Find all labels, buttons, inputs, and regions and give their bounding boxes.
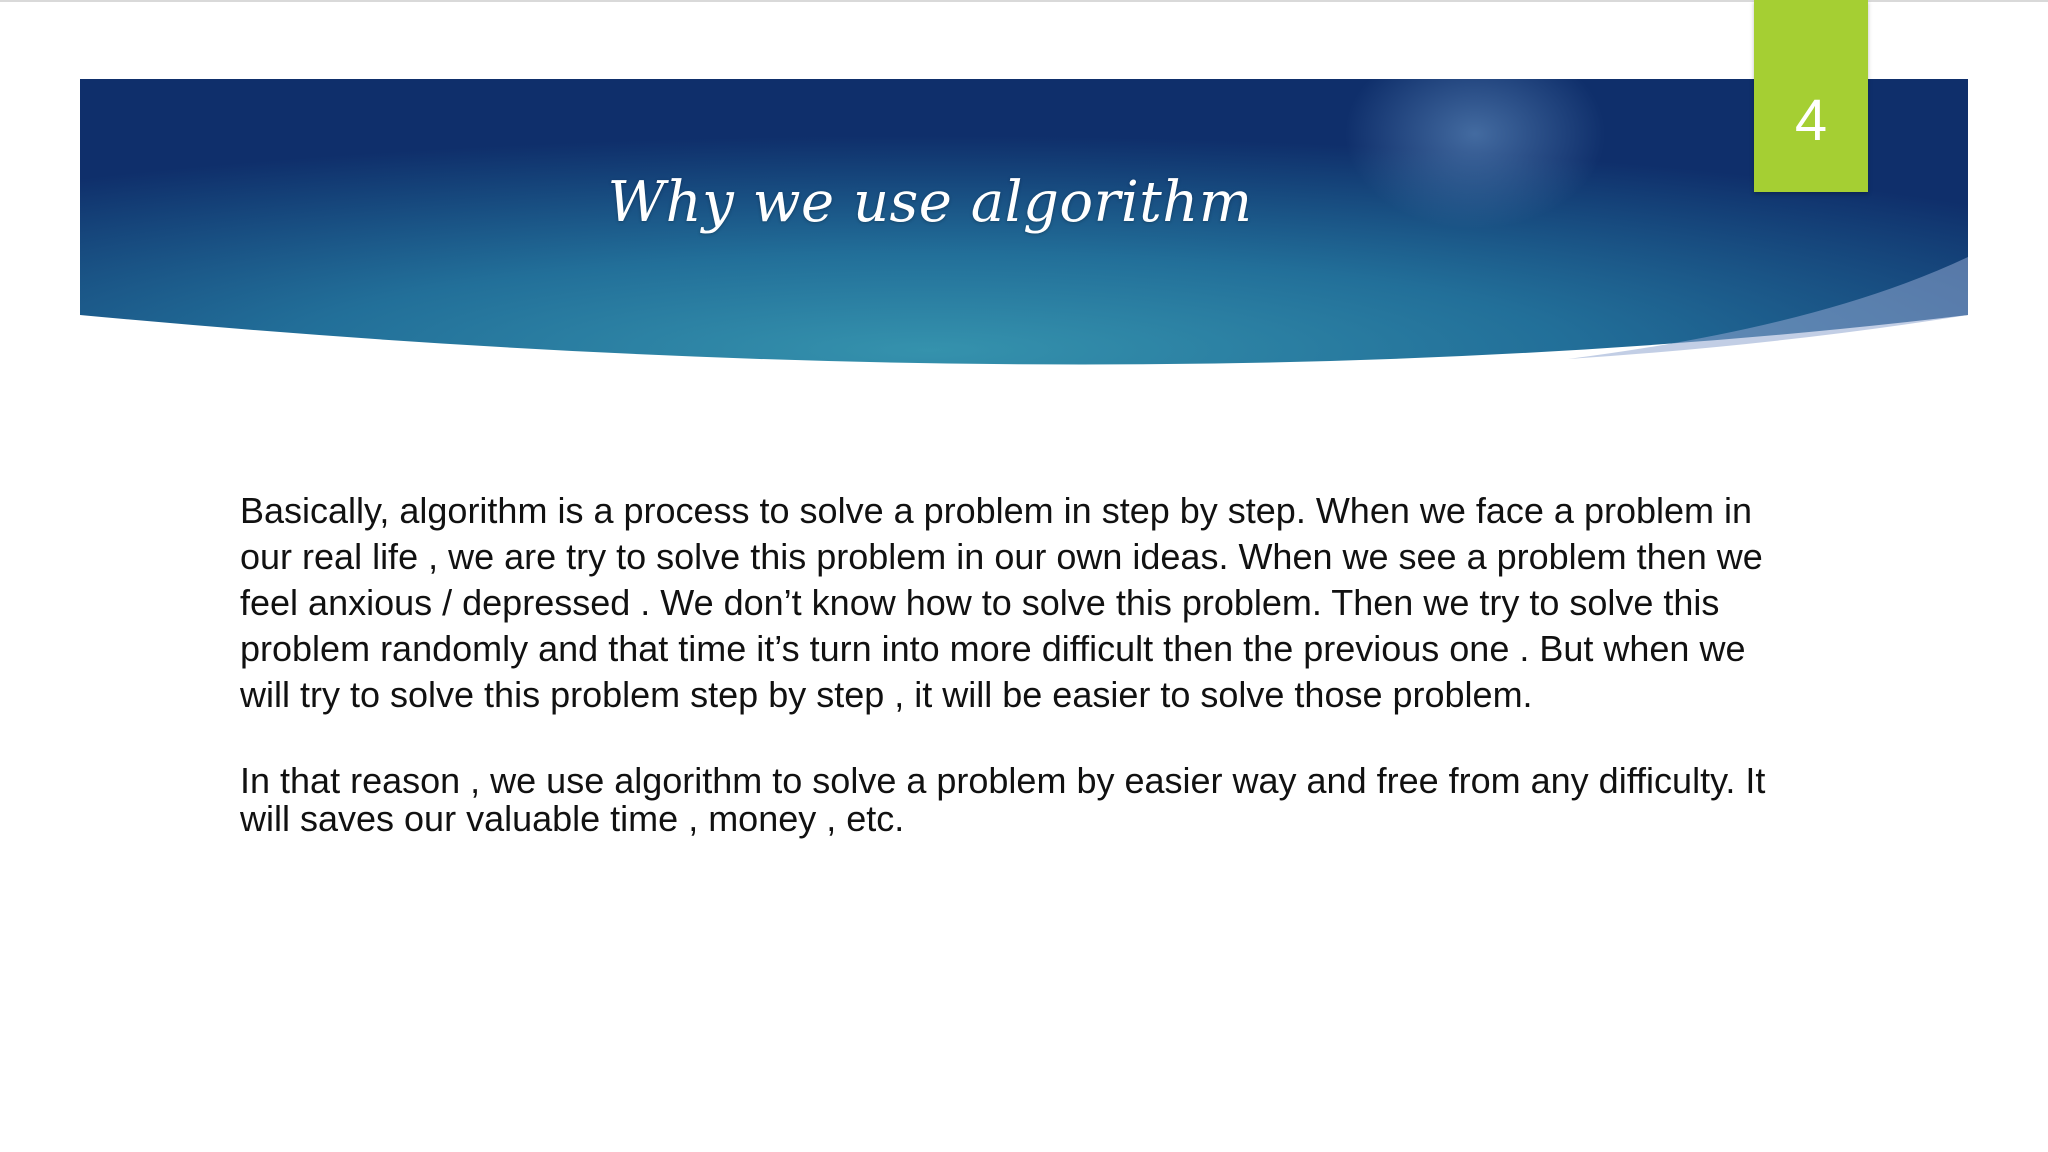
body-paragraph-1: Basically, algorithm is a process to solve a problem in step by step. When we face a problem in our real life , we are try to solve this problem in our own ideas. When we see a problem then we feel anxious / depressed . We don’t know how to solve this problem. Then we try to solve this problem randomly and that time it’s turn into more difficult then the previous one . But when we will try to solve this problem step by step , it will be easier to solve those problem. <box>240 490 1763 715</box>
page-number: 4 <box>1794 88 1828 153</box>
top-divider <box>0 0 2048 2</box>
slide-title: Why we use algorithm <box>607 170 1253 235</box>
slide-body <box>240 488 1800 838</box>
body-paragraph-2: In that reason , we use algorithm to solve a problem by easier way and free from any difficulty. It will saves our valuable time , money , etc. <box>240 760 1766 839</box>
page-number-tab <box>1754 0 1868 192</box>
